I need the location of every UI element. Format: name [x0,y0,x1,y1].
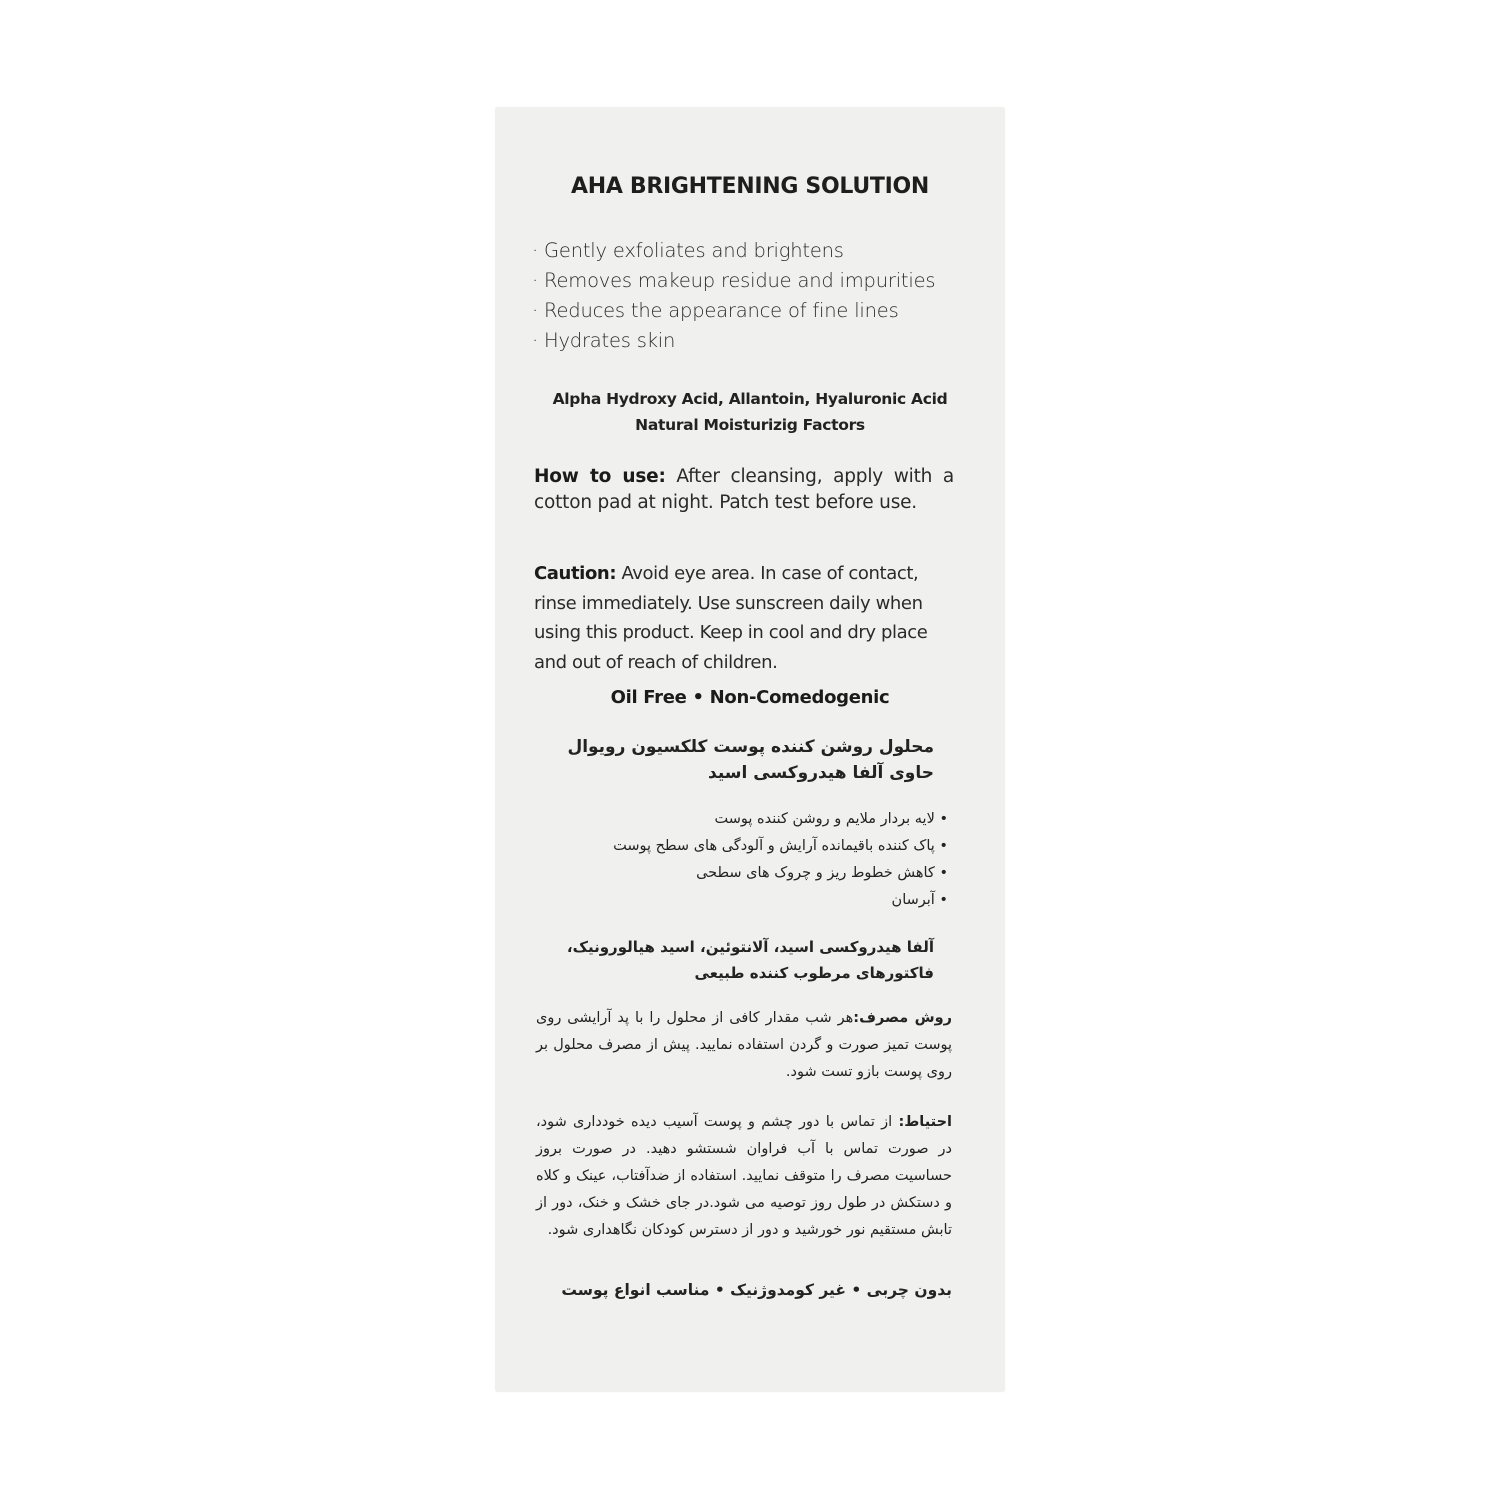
caution-text [534,559,954,677]
caution-body: Avoid eye area. In case of contact, rinse immediately. Use sunscreen daily when using this product. Keep in cool and dry place and out of reach of children. [534,563,928,673]
persian-benefit-item: • کاهش خطوط ریز و چروک های سطحی [696,865,948,881]
persian-usage-label: روش مصرف: [853,1010,952,1026]
persian-title [567,734,934,786]
persian-ingredients-line: آلفا هیدروکسی اسید، آلانتوئین، اسید هیالورونیک، [566,938,934,956]
persian-benefit-item: • پاک کننده باقیمانده آرایش و آلودگی های سطح پوست [613,838,948,854]
product-box-panel [496,108,1004,1391]
persian-benefits-list [613,806,948,914]
persian-benefit-item: • لایه بردار ملایم و روشن کننده پوست [714,811,948,827]
persian-usage-body: هر شب مقدار کافی از محلول را با پد آرایشی روی پوست تمیز صورت و گردن استفاده نمایید. پیش از مصرف محلول بر روی پوست بازو تست شود. [536,1010,952,1080]
ingredients-list [496,386,1004,438]
ingredients-line: Alpha Hydroxy Acid, Allantoin, Hyaluronic Acid [552,390,948,408]
product-title: AHA BRIGHTENING SOLUTION [570,174,929,199]
persian-title-line: حاوی آلفا هیدروکسی اسید [708,763,934,783]
benefit-item: · Hydrates skin [532,329,676,352]
persian-ingredients-list [567,934,934,986]
ingredients-line: Natural Moisturizig Factors [635,416,865,434]
persian-usage-text [536,1005,952,1086]
benefits-list [532,236,935,356]
persian-caution-text [536,1109,952,1244]
product-tags: Oil Free • Non-Comedogenic [610,687,890,708]
benefit-item: · Removes makeup residue and impurities [532,269,936,292]
persian-benefit-item: • آبرسان [891,892,948,908]
how-to-use-body: After cleansing, apply with a cotton pad at night. Patch test before use. [534,466,954,513]
persian-ingredients-line: فاکتورهای مرطوب کننده طبیعی [694,964,934,982]
persian-caution-body: از تماس با دور چشم و پوست آسیب دیده خودداری شود، در صورت تماس با آب فراوان شستشو دهید. در صورت بروز حساسیت مصرف را متوقف نمایید. استفاده از ضدآفتاب، عینک و کلاه و دستکش در طول روز توصیه می شود.در جای خشک و خنک، دور از تابش مستقیم نور خورشید و دور از دسترس کودکان نگاهداری شود. [536,1114,952,1238]
persian-caution-label: احتیاط: [898,1114,952,1130]
how-to-use-text [534,464,954,516]
benefit-item: · Reduces the appearance of fine lines [532,299,899,322]
how-to-use-label: How to use: [534,466,666,487]
benefit-item: · Gently exfoliates and brightens [532,239,844,262]
persian-title-line: محلول روشن کننده پوست کلکسیون رویوال [567,737,934,757]
persian-product-tags: بدون چربی • غیر کومدوژنیک • مناسب انواع پوست [561,1281,952,1299]
caution-label: Caution: [534,563,617,584]
